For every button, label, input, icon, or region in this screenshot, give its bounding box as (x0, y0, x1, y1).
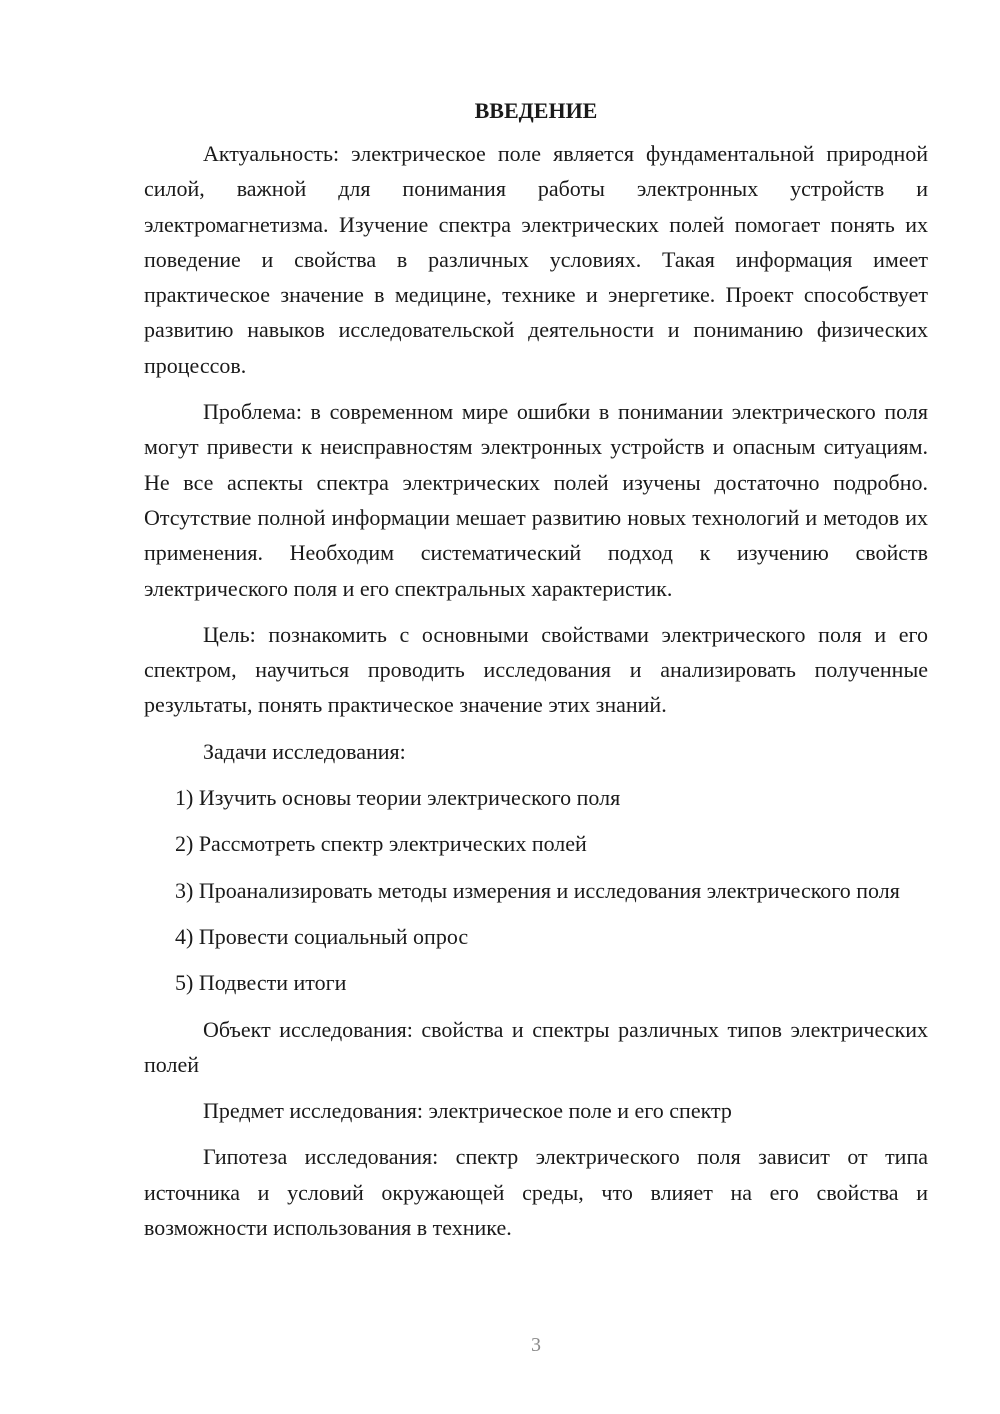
task-item-5: 5) Подвести итоги (175, 970, 347, 996)
paragraph-hypothesis: Гипотеза исследования: спектр электрического поля зависит от типа источника и условий окружающей среды, что влияет на его свойства и возможности использования в технике. (144, 1144, 928, 1241)
paragraph-relevance: Актуальность: электрическое поле является фундаментальной природной силой, важной для понимания работы электронных устройств и электромагнетизма. Изучение спектра электрических полей помогает понять их поведение и свойства в различных условиях. Такая информация имеет практическое значение в медицине, технике и энергетике. Проект способствует развитию навыков исследовательской деятельности и пониманию физических процессов. (144, 141, 928, 378)
paragraph-goal: Цель: познакомить с основными свойствами электрического поля и его спектром, научиться проводить исследования и анализировать полученные результаты, понять практическое значение этих знаний. (144, 621, 928, 718)
paragraph-tasks-title: Задачи исследования: (203, 738, 406, 764)
page-number: 3 (531, 1334, 541, 1356)
paragraph-subject: Предмет исследования: электрическое поле и его спектр (203, 1098, 732, 1124)
page-title: ВВЕДЕНИЕ (474, 98, 598, 123)
document-page (144, 96, 928, 1256)
task-item-4: 4) Провести социальный опрос (175, 923, 469, 949)
paragraph-object: Объект исследования: свойства и спектры различных типов электрических полей (144, 1016, 928, 1077)
task-item-1: 1) Изучить основы теории электрического поля (175, 785, 621, 811)
paragraph-problem: Проблема: в современном мире ошибки в понимании электрического поля могут привести к неисправностям электронных устройств и опасным ситуациям. Не все аспекты спектра электрических полей изучены достаточно подробно. Отсутствие полной информации мешает развитию новых технологий и методов их применения. Необходим систематический подход к изучению свойств электрического поля и его спектральных характеристик. (144, 399, 928, 601)
task-item-3: 3) Проанализировать методы измерения и исследования электрического поля (175, 877, 900, 903)
task-item-2: 2) Рассмотреть спектр электрических полей (175, 831, 587, 857)
